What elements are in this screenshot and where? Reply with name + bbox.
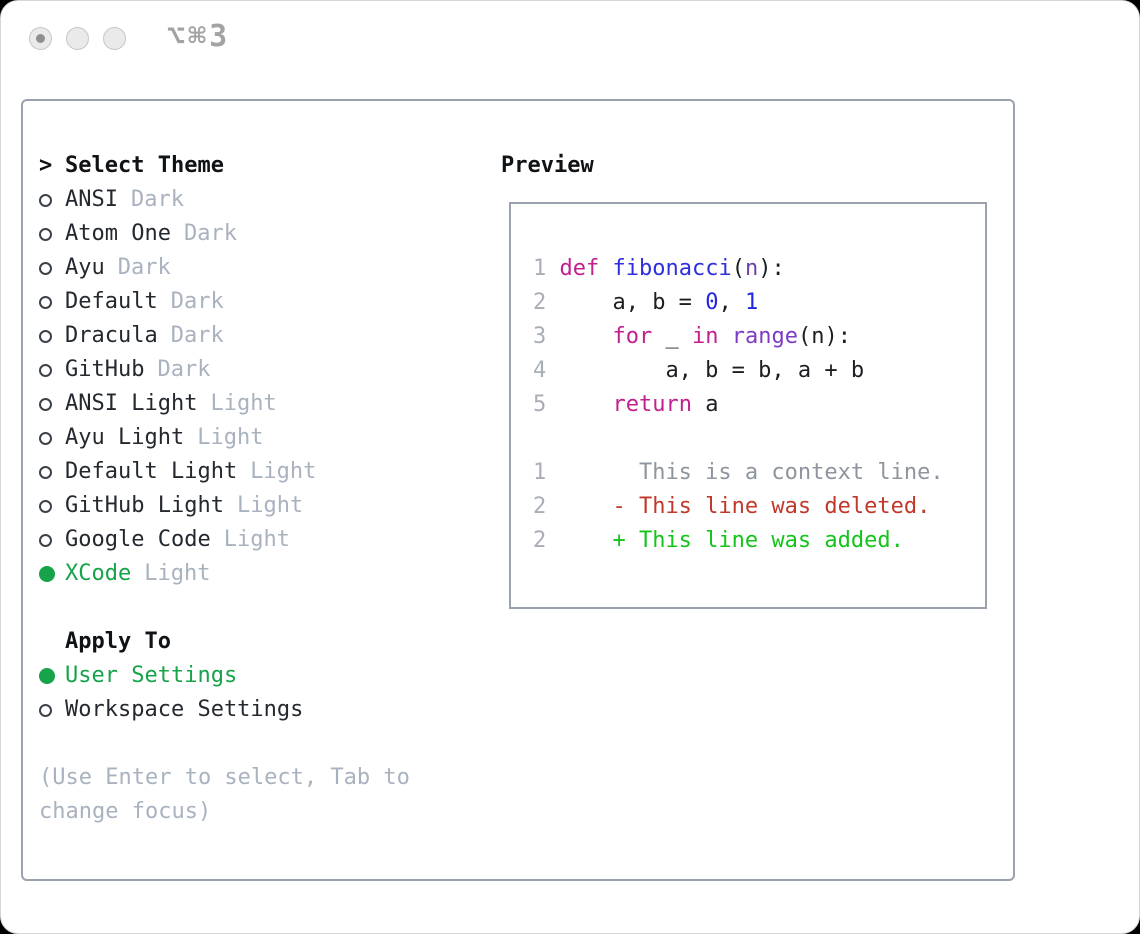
code-line: 2 - This line was deleted. [533, 490, 985, 524]
theme-name: Ayu [65, 255, 105, 280]
apply-option-label: Workspace Settings [65, 697, 304, 722]
theme-variant: Light [250, 459, 317, 484]
theme-picker-panel [21, 99, 1015, 881]
window-control-zoom[interactable] [103, 27, 126, 50]
theme-variant: Dark [157, 357, 211, 382]
theme-option-atom-one[interactable] [39, 217, 501, 251]
hint-text [39, 761, 501, 829]
radio-icon [39, 228, 52, 241]
theme-option-ayu[interactable] [39, 251, 501, 285]
apply-option-label: User Settings [65, 663, 238, 688]
window-controls [29, 27, 126, 50]
theme-variant: Light [210, 391, 277, 416]
spacer [39, 591, 501, 625]
radio-icon [39, 330, 52, 343]
theme-name: ANSI Light [65, 391, 198, 416]
theme-variant: Light [197, 425, 264, 450]
theme-variant: Dark [170, 323, 224, 348]
code-line: 4 a, b = b, a + b [533, 354, 985, 388]
theme-variant: Dark [130, 187, 184, 212]
theme-variant: Dark [183, 221, 237, 246]
theme-option-default-light[interactable] [39, 455, 501, 489]
radio-icon [39, 262, 52, 275]
apply-options-list [39, 659, 501, 727]
apply-to-heading-label: Apply To [65, 629, 171, 654]
theme-name: Ayu Light [65, 425, 185, 450]
theme-variant: Dark [170, 289, 224, 314]
code-line: 1 def fibonacci(n): [533, 252, 985, 286]
code-line [533, 422, 985, 456]
code-line: 1 This is a context line. [533, 456, 985, 490]
hint-line: change focus) [39, 799, 212, 824]
focus-marker: > [39, 153, 53, 178]
apply-to-heading [39, 625, 501, 659]
radio-icon [39, 432, 52, 445]
radio-icon [39, 466, 52, 479]
theme-name: GitHub [65, 357, 145, 382]
theme-option-ansi[interactable] [39, 183, 501, 217]
theme-option-xcode[interactable] [39, 557, 501, 591]
theme-variant: Light [223, 527, 290, 552]
radio-icon [39, 500, 52, 513]
code-line: 2 a, b = 0, 1 [533, 286, 985, 320]
radio-icon [39, 398, 52, 411]
line-number: 2 [533, 290, 547, 315]
spacer [39, 727, 501, 761]
theme-name: ANSI [65, 187, 118, 212]
preview-column [501, 149, 1013, 879]
code-line: 3 for _ in range(n): [533, 320, 985, 354]
tab-shortcut-label: ⌥⌘3 [167, 19, 231, 54]
theme-name: GitHub Light [65, 493, 224, 518]
preview-box [509, 202, 987, 609]
theme-name: XCode [65, 561, 132, 586]
radio-selected-icon [39, 566, 55, 582]
focused-dot-icon [36, 34, 45, 43]
line-number: 4 [533, 358, 547, 383]
code-line: 2 + This line was added. [533, 524, 985, 558]
theme-name: Default [65, 289, 158, 314]
theme-name: Atom One [65, 221, 171, 246]
theme-options-list [39, 183, 501, 591]
theme-name: Dracula [65, 323, 158, 348]
code-line: 5 return a [533, 388, 985, 422]
theme-list-column [39, 149, 501, 879]
theme-option-github[interactable] [39, 353, 501, 387]
select-theme-heading-label: Select Theme [65, 153, 224, 178]
hint-line: (Use Enter to select, Tab to [39, 765, 410, 790]
theme-name: Default Light [65, 459, 238, 484]
radio-icon [39, 296, 52, 309]
line-number: 1 [533, 256, 547, 281]
radio-icon [39, 704, 52, 717]
radio-icon [39, 534, 52, 547]
theme-option-ayu-light[interactable] [39, 421, 501, 455]
line-number: 2 [533, 494, 547, 519]
preview-heading-row [501, 149, 1013, 183]
apply-option-user-settings[interactable] [39, 659, 501, 693]
line-number: 2 [533, 528, 547, 553]
radio-icon [39, 194, 52, 207]
theme-option-github-light[interactable] [39, 489, 501, 523]
line-number: 1 [533, 460, 547, 485]
line-number: 3 [533, 324, 547, 349]
theme-variant: Dark [117, 255, 171, 280]
theme-variant: Light [236, 493, 304, 518]
theme-option-default[interactable] [39, 285, 501, 319]
code-preview [533, 252, 985, 558]
theme-option-ansi-light[interactable] [39, 387, 501, 421]
window-control-minimize[interactable] [66, 27, 89, 50]
preview-heading-label: Preview [501, 153, 594, 178]
theme-option-dracula[interactable] [39, 319, 501, 353]
theme-option-google-code[interactable] [39, 523, 501, 557]
radio-selected-icon [39, 668, 55, 684]
radio-icon [39, 364, 52, 377]
theme-name: Google Code [65, 527, 211, 552]
theme-variant: Light [144, 561, 211, 586]
line-number: 5 [533, 392, 547, 417]
window-control-close[interactable] [29, 27, 52, 50]
apply-option-workspace-settings[interactable] [39, 693, 501, 727]
select-theme-heading [39, 149, 501, 183]
